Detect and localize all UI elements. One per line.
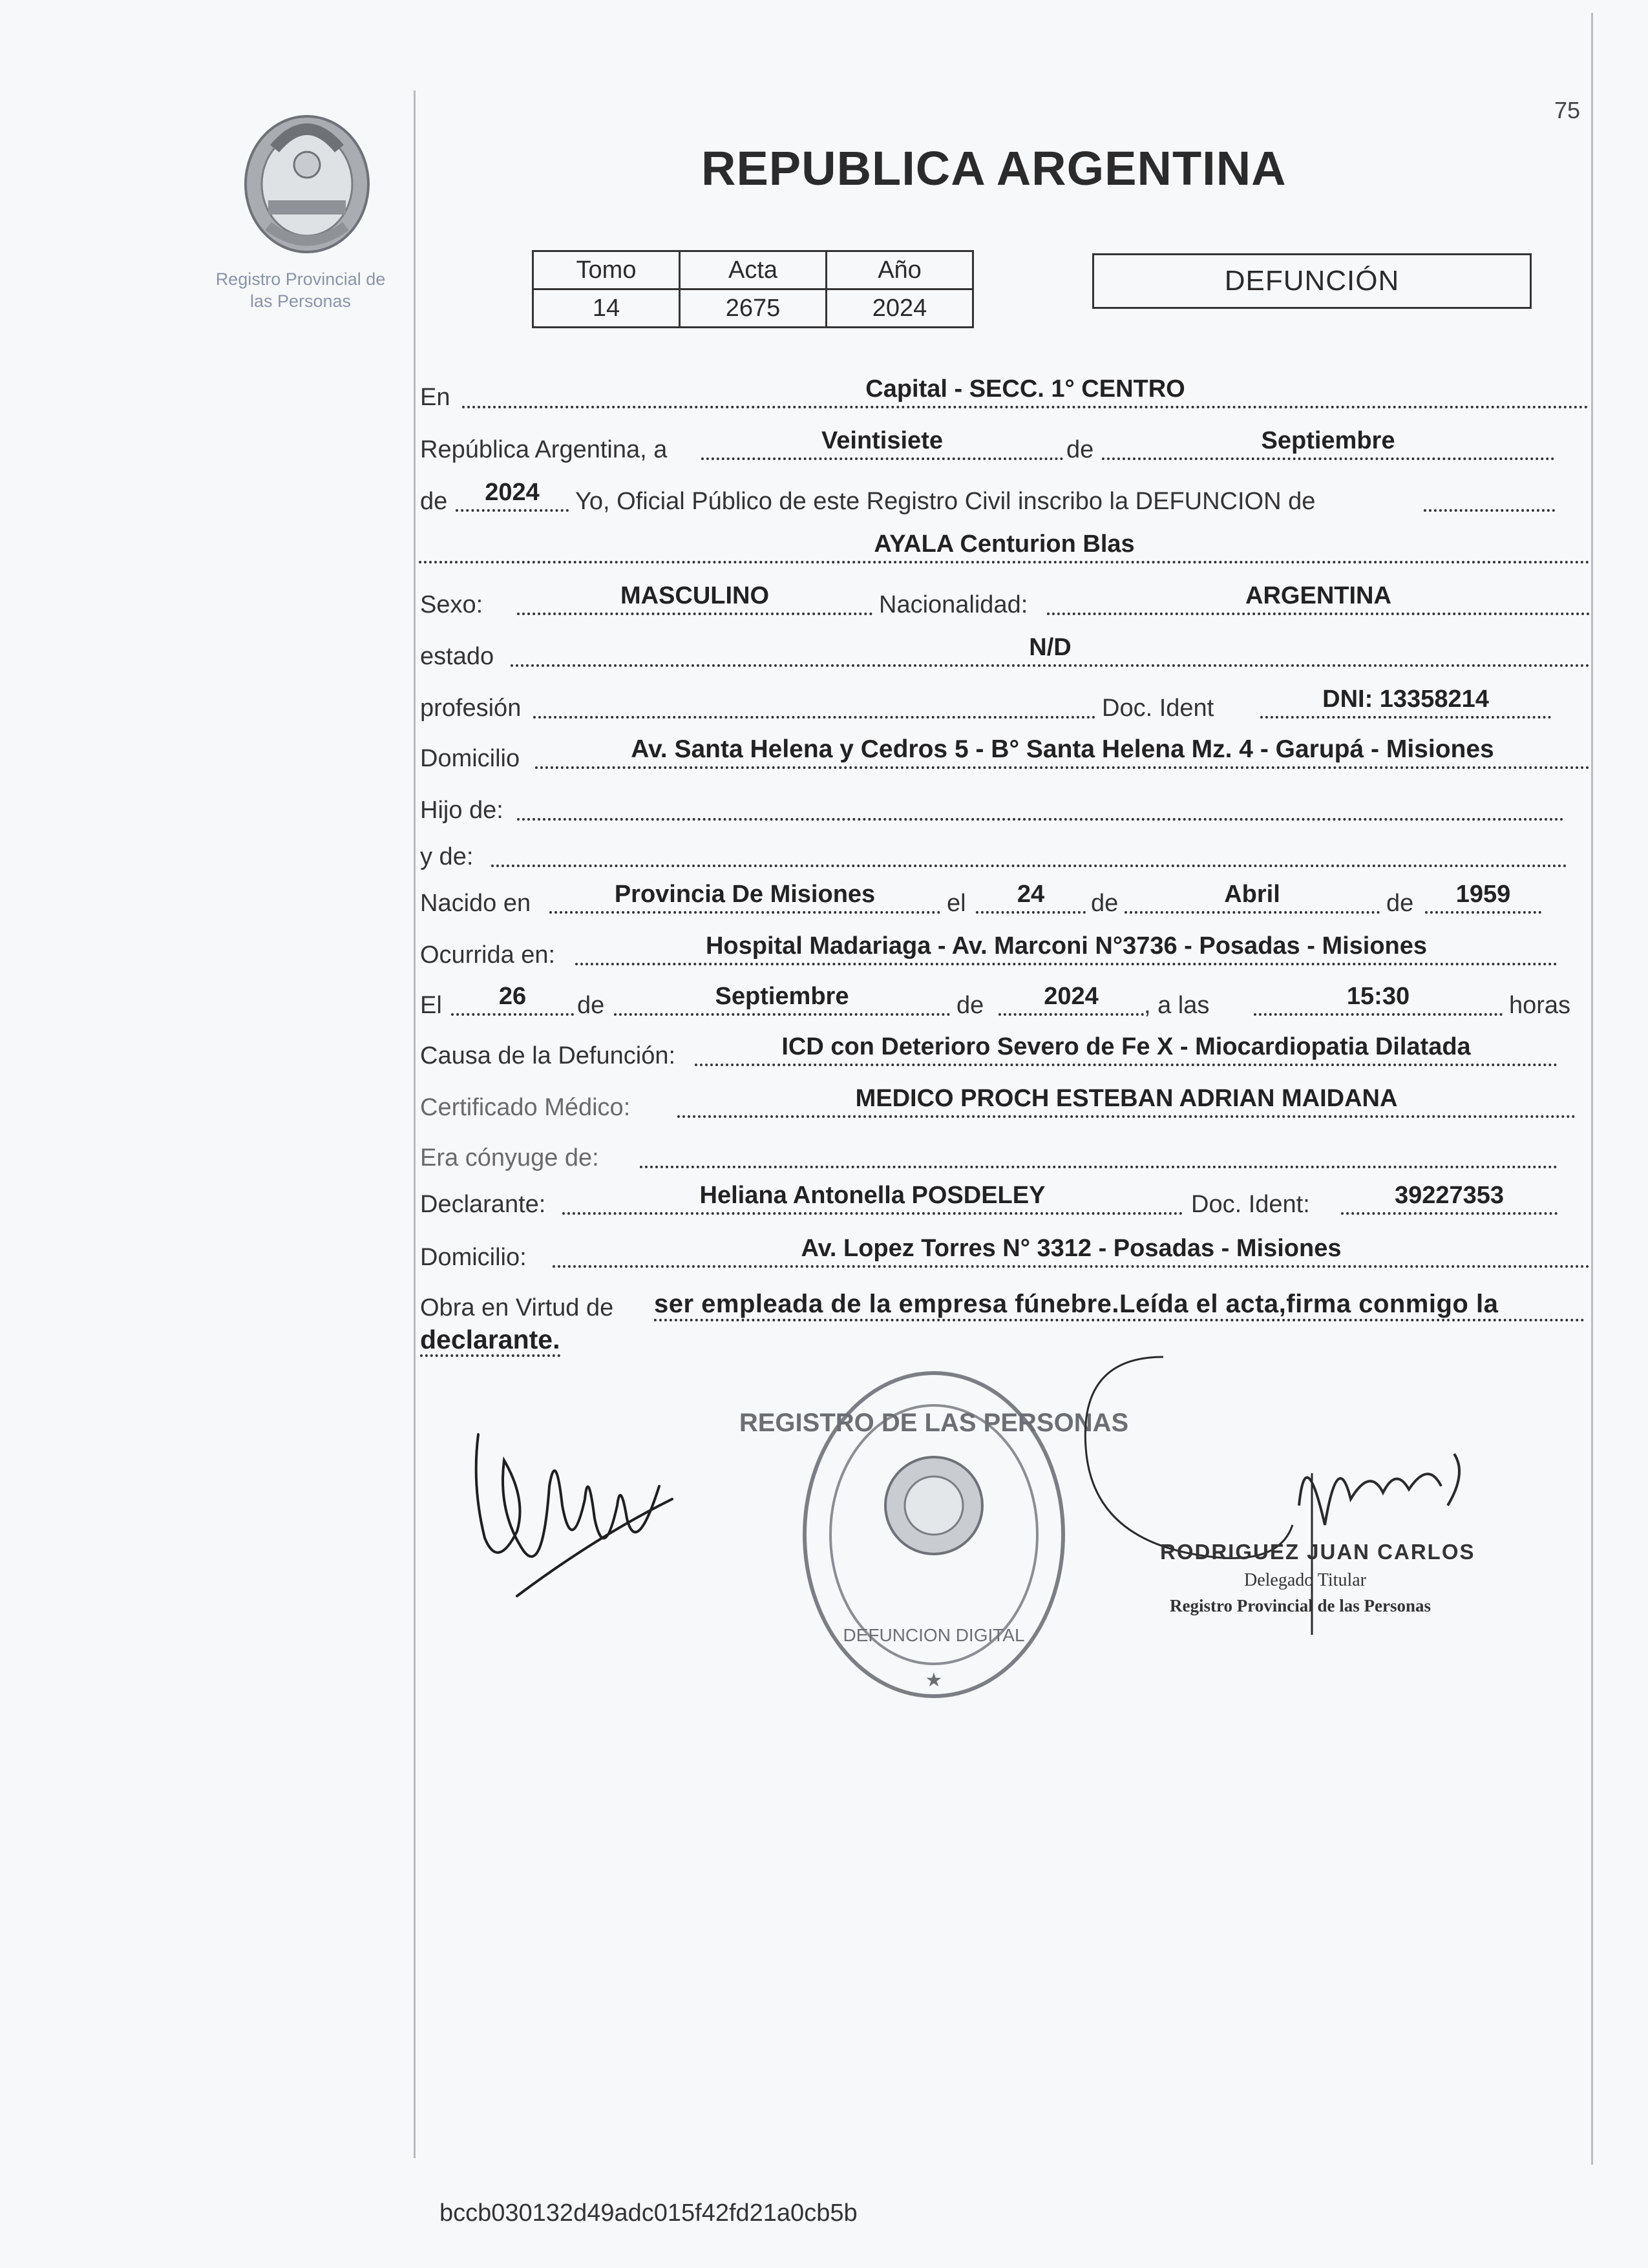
acta-header-row: [533, 251, 973, 289]
left-margin-line: [414, 90, 416, 2158]
fecha-de-label: de: [1066, 436, 1094, 463]
document-type-box: DEFUNCIÓN: [1092, 253, 1532, 309]
registrar-institution: Registro Provincial de las Personas: [1170, 1596, 1431, 1615]
anio-field: 2024: [456, 479, 569, 512]
seal-text-top: REGISTRO DE LAS PERSONAS: [739, 1409, 1129, 1437]
estado-label: estado: [420, 643, 494, 670]
acta-table: [532, 250, 974, 328]
svg-text:★: ★: [925, 1670, 943, 1691]
registrar-role: Delegado Titular: [1244, 1570, 1366, 1590]
obra-label: Obra en Virtud de: [420, 1294, 614, 1321]
fall-mes-field: Septiembre: [614, 983, 950, 1016]
acta-header-tomo: Tomo: [533, 251, 680, 289]
declarant-signature: [465, 1409, 685, 1602]
fecha-dia-field: Veintisiete: [701, 428, 1063, 460]
profesion-label: profesión: [420, 695, 522, 722]
nacionalidad-field: ARGENTINA: [1047, 583, 1590, 615]
hijo-de-field: [517, 788, 1564, 821]
logo-caption-line2: las Personas: [249, 291, 352, 311]
nacido-label: Nacido en: [420, 890, 531, 917]
deceased-name-field: AYALA Centurion Blas: [419, 531, 1590, 563]
sexo-label: Sexo:: [420, 591, 483, 618]
declarante-doc-field: 39227353: [1341, 1182, 1558, 1215]
fall-horas-label: horas: [1509, 992, 1571, 1019]
acta-header-anio: Año: [827, 251, 973, 289]
fall-alas-label: , a las: [1144, 992, 1210, 1019]
inscribo-blank: [1424, 479, 1555, 512]
y-de-field: [491, 835, 1567, 867]
nacido-de2-label: de: [1386, 890, 1414, 917]
nacionalidad-label: Nacionalidad:: [879, 591, 1028, 618]
fecha-mes-field: Septiembre: [1102, 428, 1554, 460]
en-field: Capital - SECC. 1° CENTRO: [462, 376, 1589, 408]
declarante-field: Heliana Antonella POSDELEY: [562, 1182, 1183, 1215]
acta-value-acta: 2675: [680, 289, 827, 328]
seal-text-inner: DEFUNCION DIGITAL: [843, 1625, 1025, 1645]
registrar-signature: [1066, 1331, 1512, 1667]
nacido-mes-field: Abril: [1125, 881, 1380, 914]
acta-value-row: [533, 289, 973, 328]
certificado-field: MEDICO PROCH ESTEBAN ADRIAN MAIDANA: [677, 1086, 1576, 1118]
right-margin-line: [1591, 13, 1593, 2165]
declarante-doc-label: Doc. Ident:: [1191, 1191, 1310, 1218]
hijo-de-label: Hijo de:: [420, 797, 503, 824]
doc-ident-label: Doc. Ident: [1102, 695, 1214, 722]
domicilio-decl-field: Av. Lopez Torres N° 3312 - Posadas - Misiones: [553, 1235, 1590, 1268]
domicilio-decl-label: Domicilio:: [420, 1244, 527, 1271]
fall-dia-field: 26: [451, 983, 574, 1016]
province-logo: [229, 103, 385, 258]
conyuge-label: Era cónyuge de:: [420, 1144, 599, 1171]
fall-hora-field: 15:30: [1254, 983, 1503, 1016]
fall-de1-label: de: [577, 992, 605, 1019]
logo-caption-line1: Registro Provincial de: [215, 269, 386, 289]
page-number: 75: [1554, 97, 1581, 123]
page-title: REPUBLICA ARGENTINA: [701, 142, 1287, 195]
profesion-field: [533, 686, 1095, 719]
declarante-label: Declarante:: [420, 1191, 546, 1218]
fall-el-label: El: [420, 992, 442, 1019]
nacido-anio-field: 1959: [1425, 881, 1541, 914]
fecha-a-label: República Argentina, a: [420, 436, 668, 463]
domicilio-label: Domicilio: [420, 745, 520, 772]
obra-line2: declarante.: [420, 1325, 560, 1357]
registrar-name: RODRIGUEZ JUAN CARLOS: [1160, 1540, 1475, 1564]
estado-field: N/D: [511, 635, 1590, 667]
obra-line1: ser empleada de la empresa fúnebre.Leída el acta,firma conmigo la: [654, 1289, 1585, 1321]
conyuge-field: [640, 1136, 1558, 1168]
inscribo-text: Yo, Oficial Público de este Registro Civil inscribo la DEFUNCION de: [575, 488, 1316, 515]
causa-field: ICD con Deterioro Severo de Fe X - Miocardiopatia Dilatada: [695, 1034, 1558, 1066]
nacido-dia-field: 24: [976, 881, 1086, 914]
fall-de2-label: de: [956, 992, 984, 1019]
nacido-el-label: el: [947, 890, 966, 917]
causa-label: Causa de la Defunción:: [420, 1042, 676, 1069]
y-de-label: y de:: [420, 843, 474, 870]
ocurrida-field: Hospital Madariaga - Av. Marconi N°3736 - Posadas - Misiones: [575, 933, 1558, 965]
nacido-lugar-field: Provincia De Misiones: [549, 881, 940, 914]
acta-value-tomo: 14: [533, 289, 680, 328]
document-hash: bccb030132d49adc015f42fd21a0cb5b: [439, 2200, 858, 2227]
sexo-field: MASCULINO: [517, 583, 872, 615]
acta-value-anio: 2024: [827, 289, 973, 328]
fall-anio-field: 2024: [998, 983, 1144, 1016]
registry-seal: [739, 1354, 1129, 1716]
acta-header-acta: Acta: [680, 251, 827, 289]
ocurrida-label: Ocurrida en:: [420, 941, 556, 969]
anio-de-label: de: [420, 488, 448, 515]
domicilio-field: Av. Santa Helena y Cedros 5 - B° Santa Helena Mz. 4 - Garupá - Misiones: [535, 737, 1590, 769]
doc-ident-field: DNI: 13358214: [1260, 686, 1551, 719]
logo-caption: [194, 268, 407, 312]
nacido-de1-label: de: [1091, 890, 1119, 917]
en-label: En: [420, 384, 450, 411]
certificado-label: Certificado Médico:: [420, 1094, 631, 1121]
